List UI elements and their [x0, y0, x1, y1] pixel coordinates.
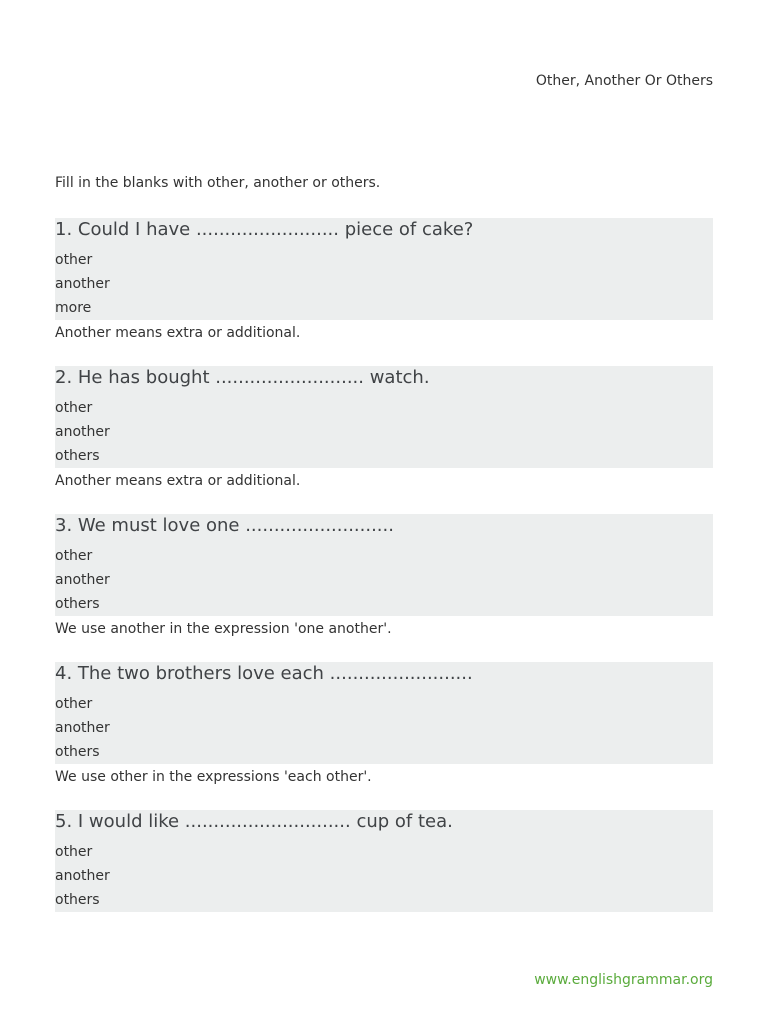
option-list [55, 252, 110, 323]
option-item[interactable]: others [55, 447, 100, 464]
option-item[interactable]: other [55, 548, 93, 564]
option-item[interactable]: more [55, 299, 92, 316]
option-item[interactable]: another [55, 423, 110, 440]
question-box [55, 514, 713, 616]
question-4 [55, 662, 713, 810]
option-item[interactable]: other [55, 844, 93, 860]
page-title: Other, Another Or Others [535, 73, 713, 89]
question-text: 3. We must love one .......................... [55, 515, 394, 536]
question-3 [55, 514, 713, 662]
question-text: 2. He has bought .......................... watch. [55, 367, 430, 388]
question-5 [55, 810, 713, 958]
option-item[interactable]: other [55, 252, 93, 268]
question-list [55, 218, 713, 958]
footer-site-link[interactable]: www.englishgrammar.org [534, 972, 713, 988]
option-item[interactable]: another [55, 275, 110, 292]
answer-explanation: We use another in the expression 'one another'. [55, 621, 392, 637]
option-item[interactable]: another [55, 867, 110, 884]
option-list [55, 400, 110, 471]
option-item[interactable]: another [55, 571, 110, 588]
question-text: 1. Could I have ......................... piece of cake? [55, 219, 474, 240]
question-text: 4. The two brothers love each ......................... [55, 663, 473, 684]
option-list [55, 548, 110, 619]
option-item[interactable]: others [55, 595, 100, 612]
question-box [55, 366, 713, 468]
answer-explanation: Another means extra or additional. [55, 325, 301, 341]
question-text: 5. I would like ............................. cup of tea. [55, 811, 453, 832]
answer-explanation: Another means extra or additional. [55, 473, 301, 489]
option-list [55, 696, 110, 767]
question-box [55, 218, 713, 320]
question-2 [55, 366, 713, 514]
option-item[interactable]: others [55, 891, 100, 908]
answer-explanation: We use other in the expressions 'each other'. [55, 769, 372, 785]
option-item[interactable]: another [55, 719, 110, 736]
option-item[interactable]: others [55, 743, 100, 760]
question-1 [55, 218, 713, 366]
option-item[interactable]: other [55, 400, 93, 416]
option-list [55, 844, 110, 915]
option-item[interactable]: other [55, 696, 93, 712]
question-box [55, 810, 713, 912]
question-box [55, 662, 713, 764]
instructions: Fill in the blanks with other, another or others. [55, 175, 381, 191]
